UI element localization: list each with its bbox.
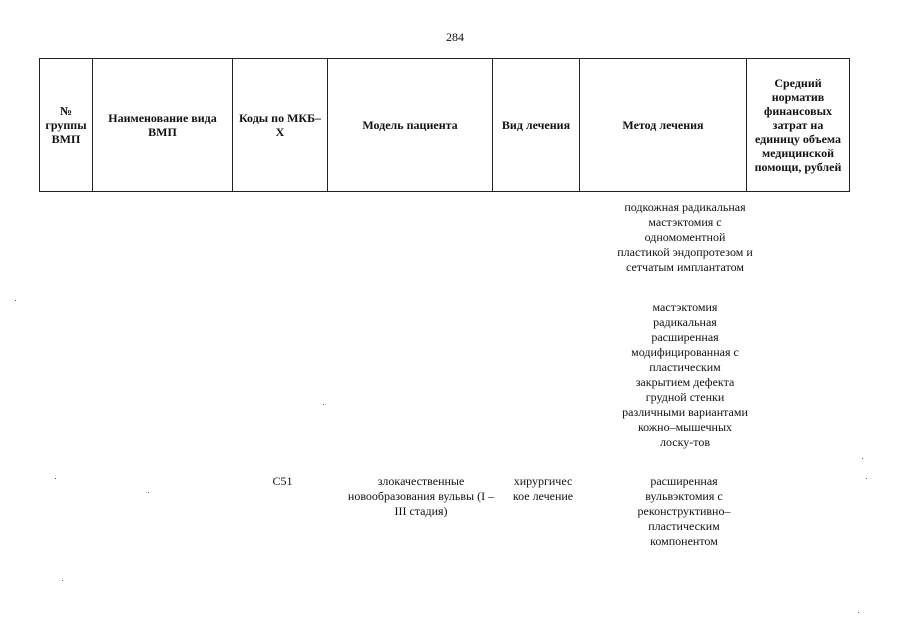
scan-speck [866,478,867,479]
row-icd-code: C51 [272,474,293,488]
header-patient-model: Модель пациента [328,59,493,192]
scan-speck [862,458,863,459]
header-group-number: № группы ВМП [40,59,93,192]
scan-speck [858,612,859,613]
header-treatment-method: Метод лечения [580,59,747,192]
page-number: 284 [446,30,464,44]
header-icd-codes: Коды по МКБ–Х [233,59,328,192]
header-vmp-name: Наименование вида ВМП [93,59,233,192]
method-subcutaneous-mastectomy: подкожная радикальная мастэктомия с одномоментной пластикой эндопротезом и сетчатым имплантатом [617,200,753,274]
scan-speck [323,404,324,405]
method-radical-mastectomy: мастэктомия радикальная расширенная модифицированная с пластическим закрытием дефекта грудной стенки различными вариантами кожно–мышечных лоску-тов [622,300,748,449]
table-header [39,58,850,192]
header-cost-norm: Средний норматив финансовых затрат на единицу объема медицинской помощи, рублей [747,59,850,192]
scan-speck [55,478,56,479]
scan-speck [62,580,63,581]
row-patient-model: злокачественные новообразования вульвы (I – III стадия) [347,474,495,518]
scan-speck [15,300,16,301]
row-treatment-method: расширенная вульвэктомия с реконструктивно–пластическим компонентом [637,474,731,548]
scan-speck [148,492,149,493]
header-treatment-type: Вид лечения [493,59,580,192]
row-treatment-type: хирургичес кое лечение [512,474,574,503]
